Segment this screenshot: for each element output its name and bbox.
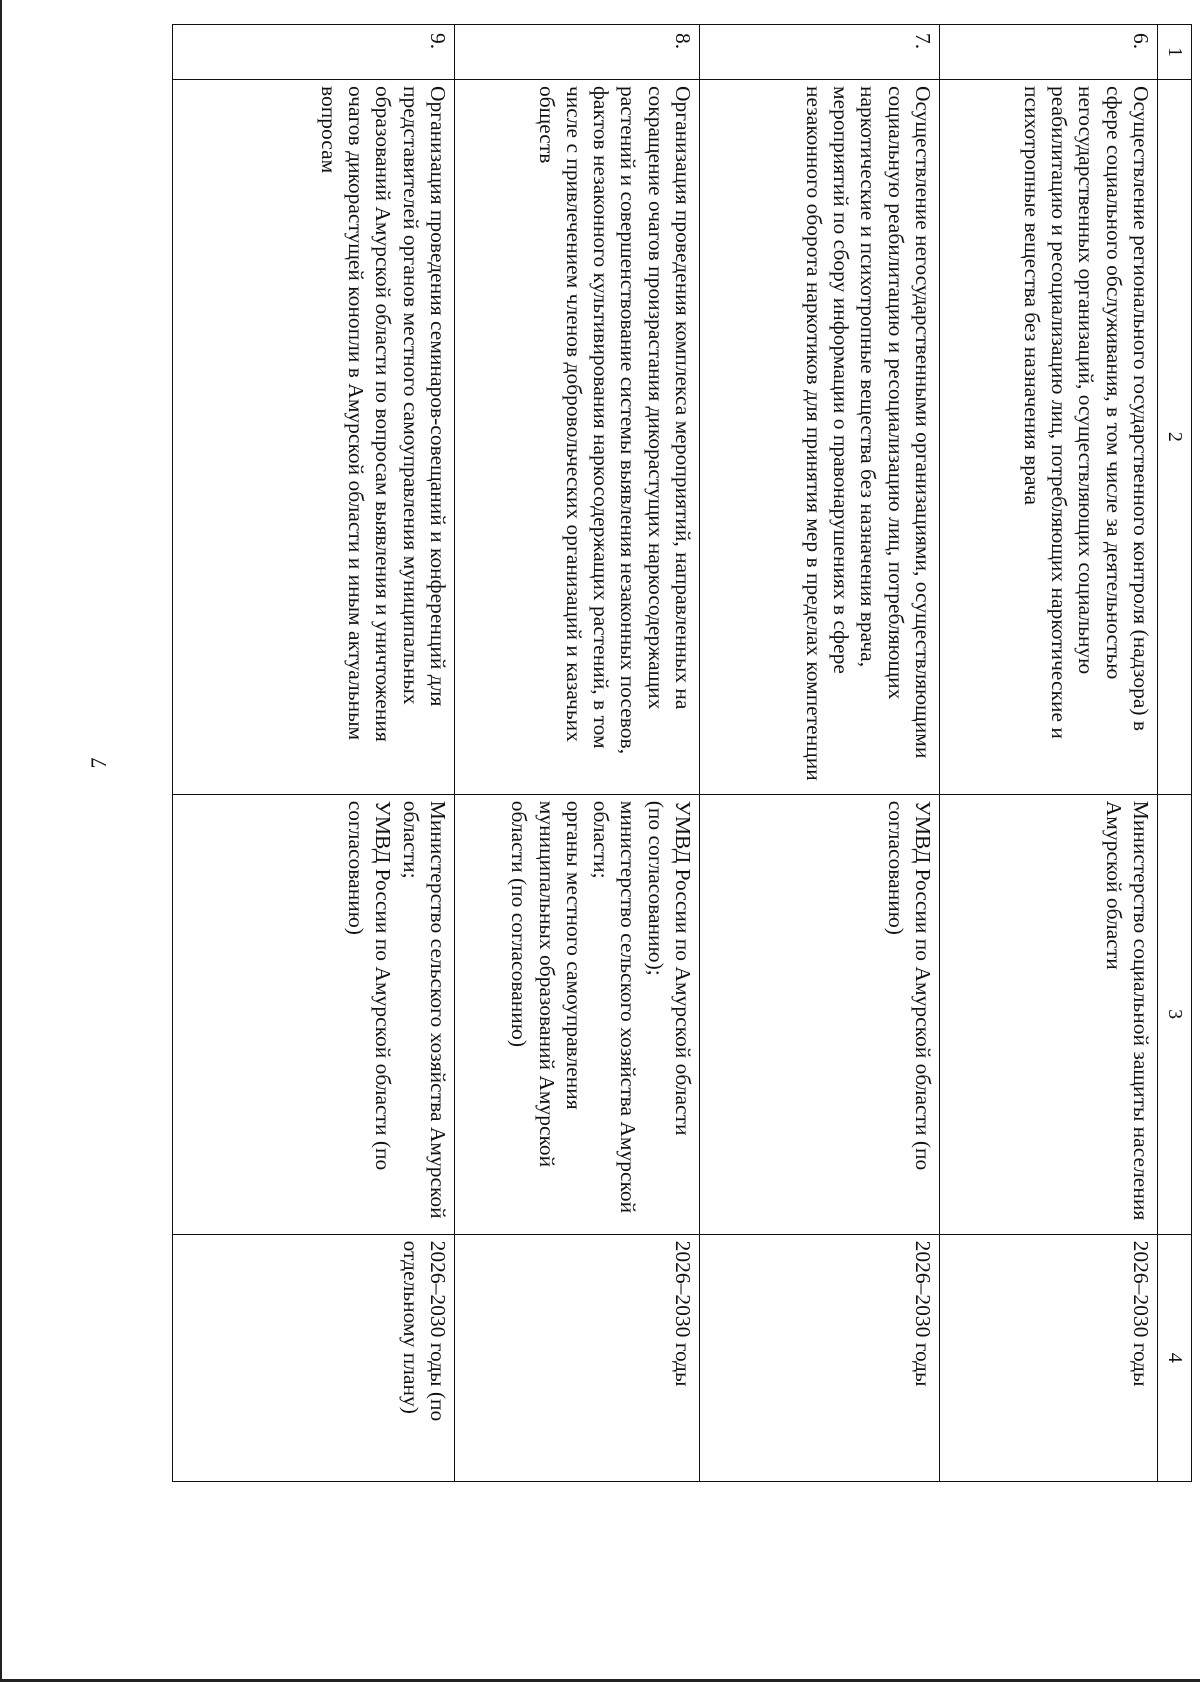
row-period: 2026–2030 годы (по отдельному плану) [173,1234,455,1481]
row-executors: Министерство сельского хозяйства Амурской области; УМВД России по Амурской области (по согласованию) [173,794,455,1234]
row-activity: Осуществление негосударственными организациями, осуществляющими социальную реабилитацию и ресоциализацию лиц, потребляющих наркотические и психотропные вещества без назначения врача, мероприятий по сбору информации о правонарушениях в сфере незаконного оборота наркотиков для принятия мер в пределах компетенции [700,79,940,794]
row-activity: Организация проведения семинаров-совещаний и конференций для представителей органов местного самоуправления муниципальных образований Амурской области по вопросам выявления и уничтожения очагов дикорастущей конопли в Амурской области и иным актуальным вопросам [173,79,455,794]
row-number: 8. [455,25,700,80]
page-number: 7 [86,757,111,769]
row-activity: Организация проведения комплекса мероприятий, направленных на сокращение очагов произрастания дикорастущих наркосодержащих растений и совершенствование системы выявления незаконных посевов, фактов незаконного культивирования наркосодержащих растений, в том числе с привлечением членов добровольческих организаций и казачьих обществ [455,79,700,794]
table-row [940,25,1158,1482]
row-number: 9. [173,25,455,80]
col-header-2: 2 [1158,79,1192,794]
row-number: 7. [700,25,940,80]
table-row [173,25,455,1482]
row-period: 2026–2030 годы [940,1234,1158,1481]
table-row [700,25,940,1482]
row-executors: УМВД России по Амурской области (по согласованию) [700,794,940,1234]
col-header-4: 4 [1158,1234,1192,1481]
header-row [1158,25,1192,1482]
table-row [455,25,700,1482]
row-executors: Министерство социальной защиты населения Амурской области [940,794,1158,1234]
row-number: 6. [940,25,1158,80]
plan-table [172,24,1192,1482]
row-activity: Осуществление регионального государственного контроля (надзора) в сфере социального обслуживания, в том числе за деятельностью негосударственных организаций, осуществляющих социальную реабилитацию и ресоциализацию лиц, потребляющих наркотические и психотропные вещества без назначения врача [940,79,1158,794]
row-period: 2026–2030 годы [455,1234,700,1481]
row-executors: УМВД России по Амурской области (по согласованию); министерство сельского хозяйства Амурской области; органы местного самоуправления муниципальных образований Амурской области (по согласованию) [455,794,700,1234]
row-period: 2026–2030 годы [700,1234,940,1481]
rotated-table-container [172,24,1192,1482]
col-header-1: 1 [1158,25,1192,80]
col-header-3: 3 [1158,794,1192,1234]
